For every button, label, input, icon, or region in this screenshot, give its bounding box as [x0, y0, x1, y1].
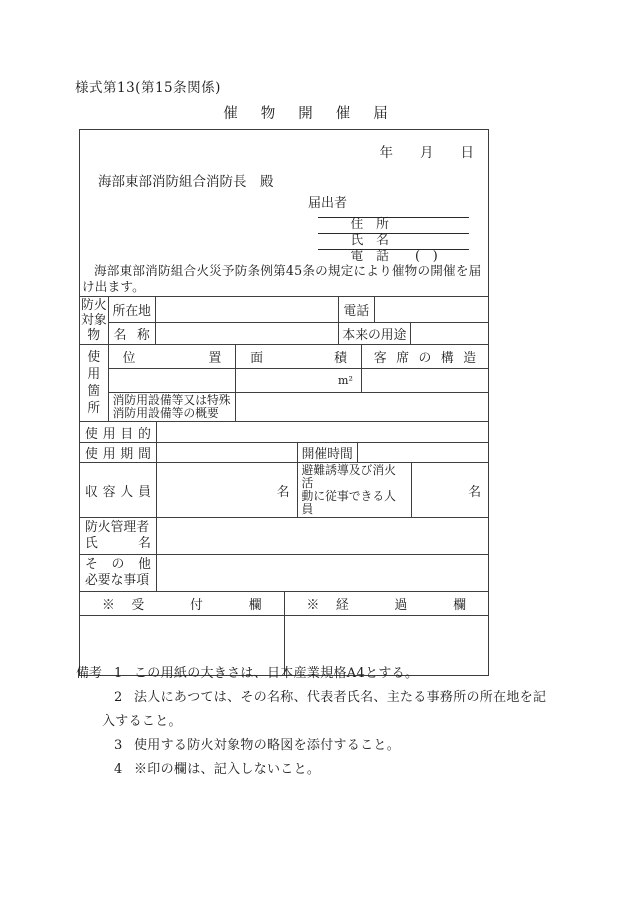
statement-text: 海部東部消防組合火災予防条例第45条の規定により催物の開催を届け出ます。 [82, 263, 482, 294]
note-item-2 [114, 686, 556, 710]
name-label: 名称 [108, 323, 155, 345]
note-item-3 [114, 734, 556, 758]
fire-object-table [80, 296, 488, 345]
name-value-cell [155, 323, 338, 345]
purpose-value-cell [156, 422, 488, 443]
date-line: 年 月 日 [379, 145, 474, 161]
staff-label-line2: 動に従事できる人員 [301, 489, 396, 516]
time-label: 開催時間 [297, 443, 357, 463]
note-text: この用紙の大きさは、日本産業規格A4とする。 [134, 666, 419, 681]
note-item-2-continuation: 入すること。 [102, 714, 182, 729]
note-item-1 [114, 662, 556, 686]
form-header-section [80, 130, 488, 296]
capacity-value-cell: 名 [156, 463, 297, 518]
declarer-address-field [318, 202, 469, 232]
seating-structure-value-cell [361, 369, 488, 393]
area-label: 面積 [236, 345, 362, 369]
position-label: 位置 [108, 345, 236, 369]
seating-structure-label: 客席の構造 [361, 345, 488, 369]
declarer-label: 届出者 [308, 196, 348, 211]
process-column-header: ※経 過 欄 [284, 592, 488, 616]
area-unit: m² [236, 369, 362, 393]
note-text: ※印の欄は、記入しないこと。 [134, 762, 321, 777]
declarer-phone-value: ( ) [414, 249, 438, 264]
form-title: 催物開催届 [223, 106, 411, 122]
staff-label-line1: 避難誘導及び消火活 [301, 463, 396, 490]
notes-label: 備考 [76, 666, 103, 681]
fire-manager-label [80, 518, 156, 555]
usage-detail-table [80, 421, 488, 518]
equipment-label [108, 393, 236, 422]
equipment-label-line1: 消防用設備等又は特殊 [112, 393, 231, 407]
declarer-name-label: 氏 名 [350, 233, 389, 248]
note-text: 使用する防火対象物の略図を添付すること。 [134, 738, 401, 753]
period-label: 使用期間 [80, 443, 156, 463]
note-item-4 [114, 758, 556, 782]
other-items-label-line2: 必要な事項 [85, 573, 149, 588]
form-box [79, 129, 489, 676]
other-items-value-cell [156, 555, 488, 592]
note-number: 1 [114, 666, 123, 681]
declarer-address-label: 住 所 [350, 217, 389, 232]
fire-manager-value-cell [156, 518, 488, 555]
declarer-phone-label: 電 話 [350, 249, 389, 264]
declarer-name-field [318, 218, 469, 248]
note-number: 3 [114, 738, 123, 753]
addressee: 海部東部消防組合消防長 殿 [98, 174, 274, 190]
declarer-phone-field [318, 234, 469, 264]
fire-object-group-label: 防火対象物 [81, 298, 107, 343]
other-items-label-line1: その他 [85, 557, 151, 572]
staff-label [297, 463, 412, 518]
fire-manager-label-line2: 氏 名 [85, 536, 151, 551]
notes-items [102, 662, 556, 782]
period-value-cell [156, 443, 297, 463]
use-section-group-label: 使用箇所 [80, 345, 108, 422]
location-label: 所在地 [108, 297, 155, 323]
equipment-value-cell [236, 393, 488, 422]
form-code: 様式第13(第15条関係) [75, 80, 221, 96]
purpose-label: 使用目的 [80, 422, 156, 443]
note-number: 2 [114, 690, 123, 705]
reception-column-header: ※受 付 欄 [80, 592, 284, 616]
fire-manager-label-line1: 防火管理者 [85, 520, 149, 535]
time-value-cell [357, 443, 488, 463]
phone-label: 電話 [338, 297, 374, 323]
notes [76, 662, 556, 782]
staff-value-cell: 名 [412, 463, 488, 518]
original-use-value-cell [411, 323, 488, 345]
manager-other-table [80, 517, 488, 592]
phone-value-cell [374, 297, 488, 323]
other-items-label [80, 555, 156, 592]
capacity-label: 収容人員 [80, 463, 156, 518]
use-section-table [80, 344, 488, 422]
equipment-label-line2: 消防用設備等の概要 [112, 406, 219, 420]
note-number: 4 [114, 762, 123, 777]
original-use-label: 本来の用途 [338, 323, 410, 345]
note-text: 法人にあつては、その名称、代表者氏名、主たる事務所の所在地を記 [134, 690, 547, 705]
position-value-cell [108, 369, 236, 393]
location-value-cell [155, 297, 338, 323]
